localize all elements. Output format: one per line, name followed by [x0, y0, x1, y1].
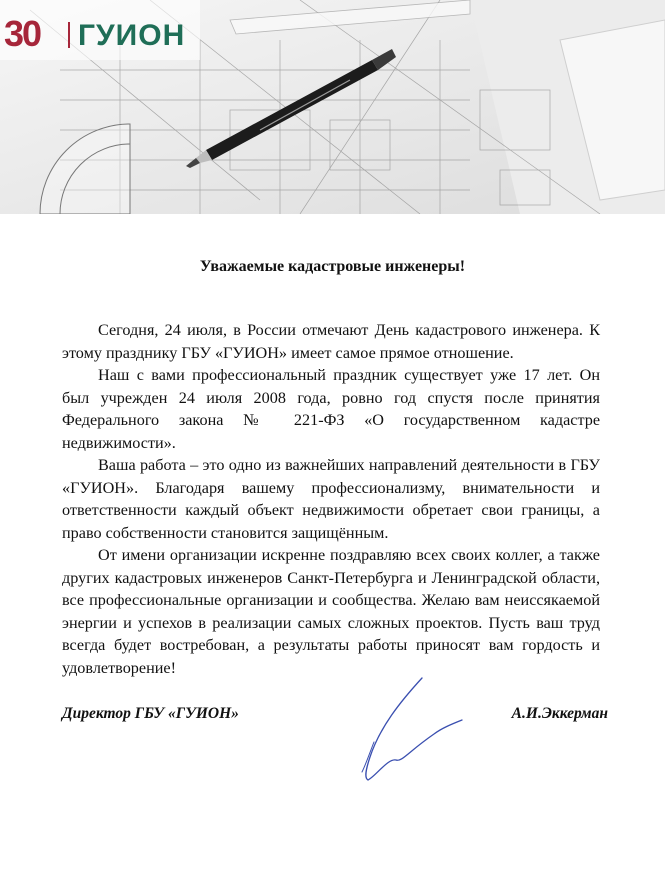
header-banner — [0, 0, 665, 214]
letter-body — [62, 319, 600, 679]
letter-paragraph: Ваша работа – это одно из важнейших направлений деятельности в ГБУ «ГУИОН». Благодаря вашему профессионализму, внимательности и ответственности каждый объект недвижимости обретает свои границы, а право собственности становится защищённым. — [62, 456, 600, 542]
letter-paragraph: От имени организации искренне поздравляю всех своих коллег, а также других кадастровых инженеров Санкт-Петербурга и Ленинградской области, все профессиональные организации и сообщества. Желаю вам неиссякаемой энергии и успехов в реализации самых сложных проектов. Пусть ваш труд всегда будет востребован, а результаты работы приносят вам гордость и удовлетворение! — [62, 546, 600, 677]
signatory-role: Директор ГБУ «ГУИОН» — [62, 705, 239, 722]
logo-divider — [68, 22, 70, 48]
letter-heading: Уважаемые кадастровые инженеры! — [199, 258, 466, 275]
handwritten-signature — [330, 672, 470, 787]
guion-logo — [4, 14, 194, 54]
letter-paragraph: Наш с вами профессиональный праздник существует уже 17 лет. Он был учрежден 24 июля 2008 года, ровно год спустя после принятия Федерального закона № 221-ФЗ «О государственном кадастре недвижимости». — [62, 366, 600, 452]
signatory-name: А.И.Эккерман — [511, 705, 608, 722]
signature-block — [0, 705, 665, 729]
letter-paragraph: Сегодня, 24 июля, в России отмечают День кадастрового инженера. К этому празднику ГБУ «ГУИОН» имеет самое прямое отношение. — [62, 321, 600, 362]
logo-number: 30 — [4, 13, 41, 54]
logo-name: ГУИОН — [78, 19, 186, 52]
